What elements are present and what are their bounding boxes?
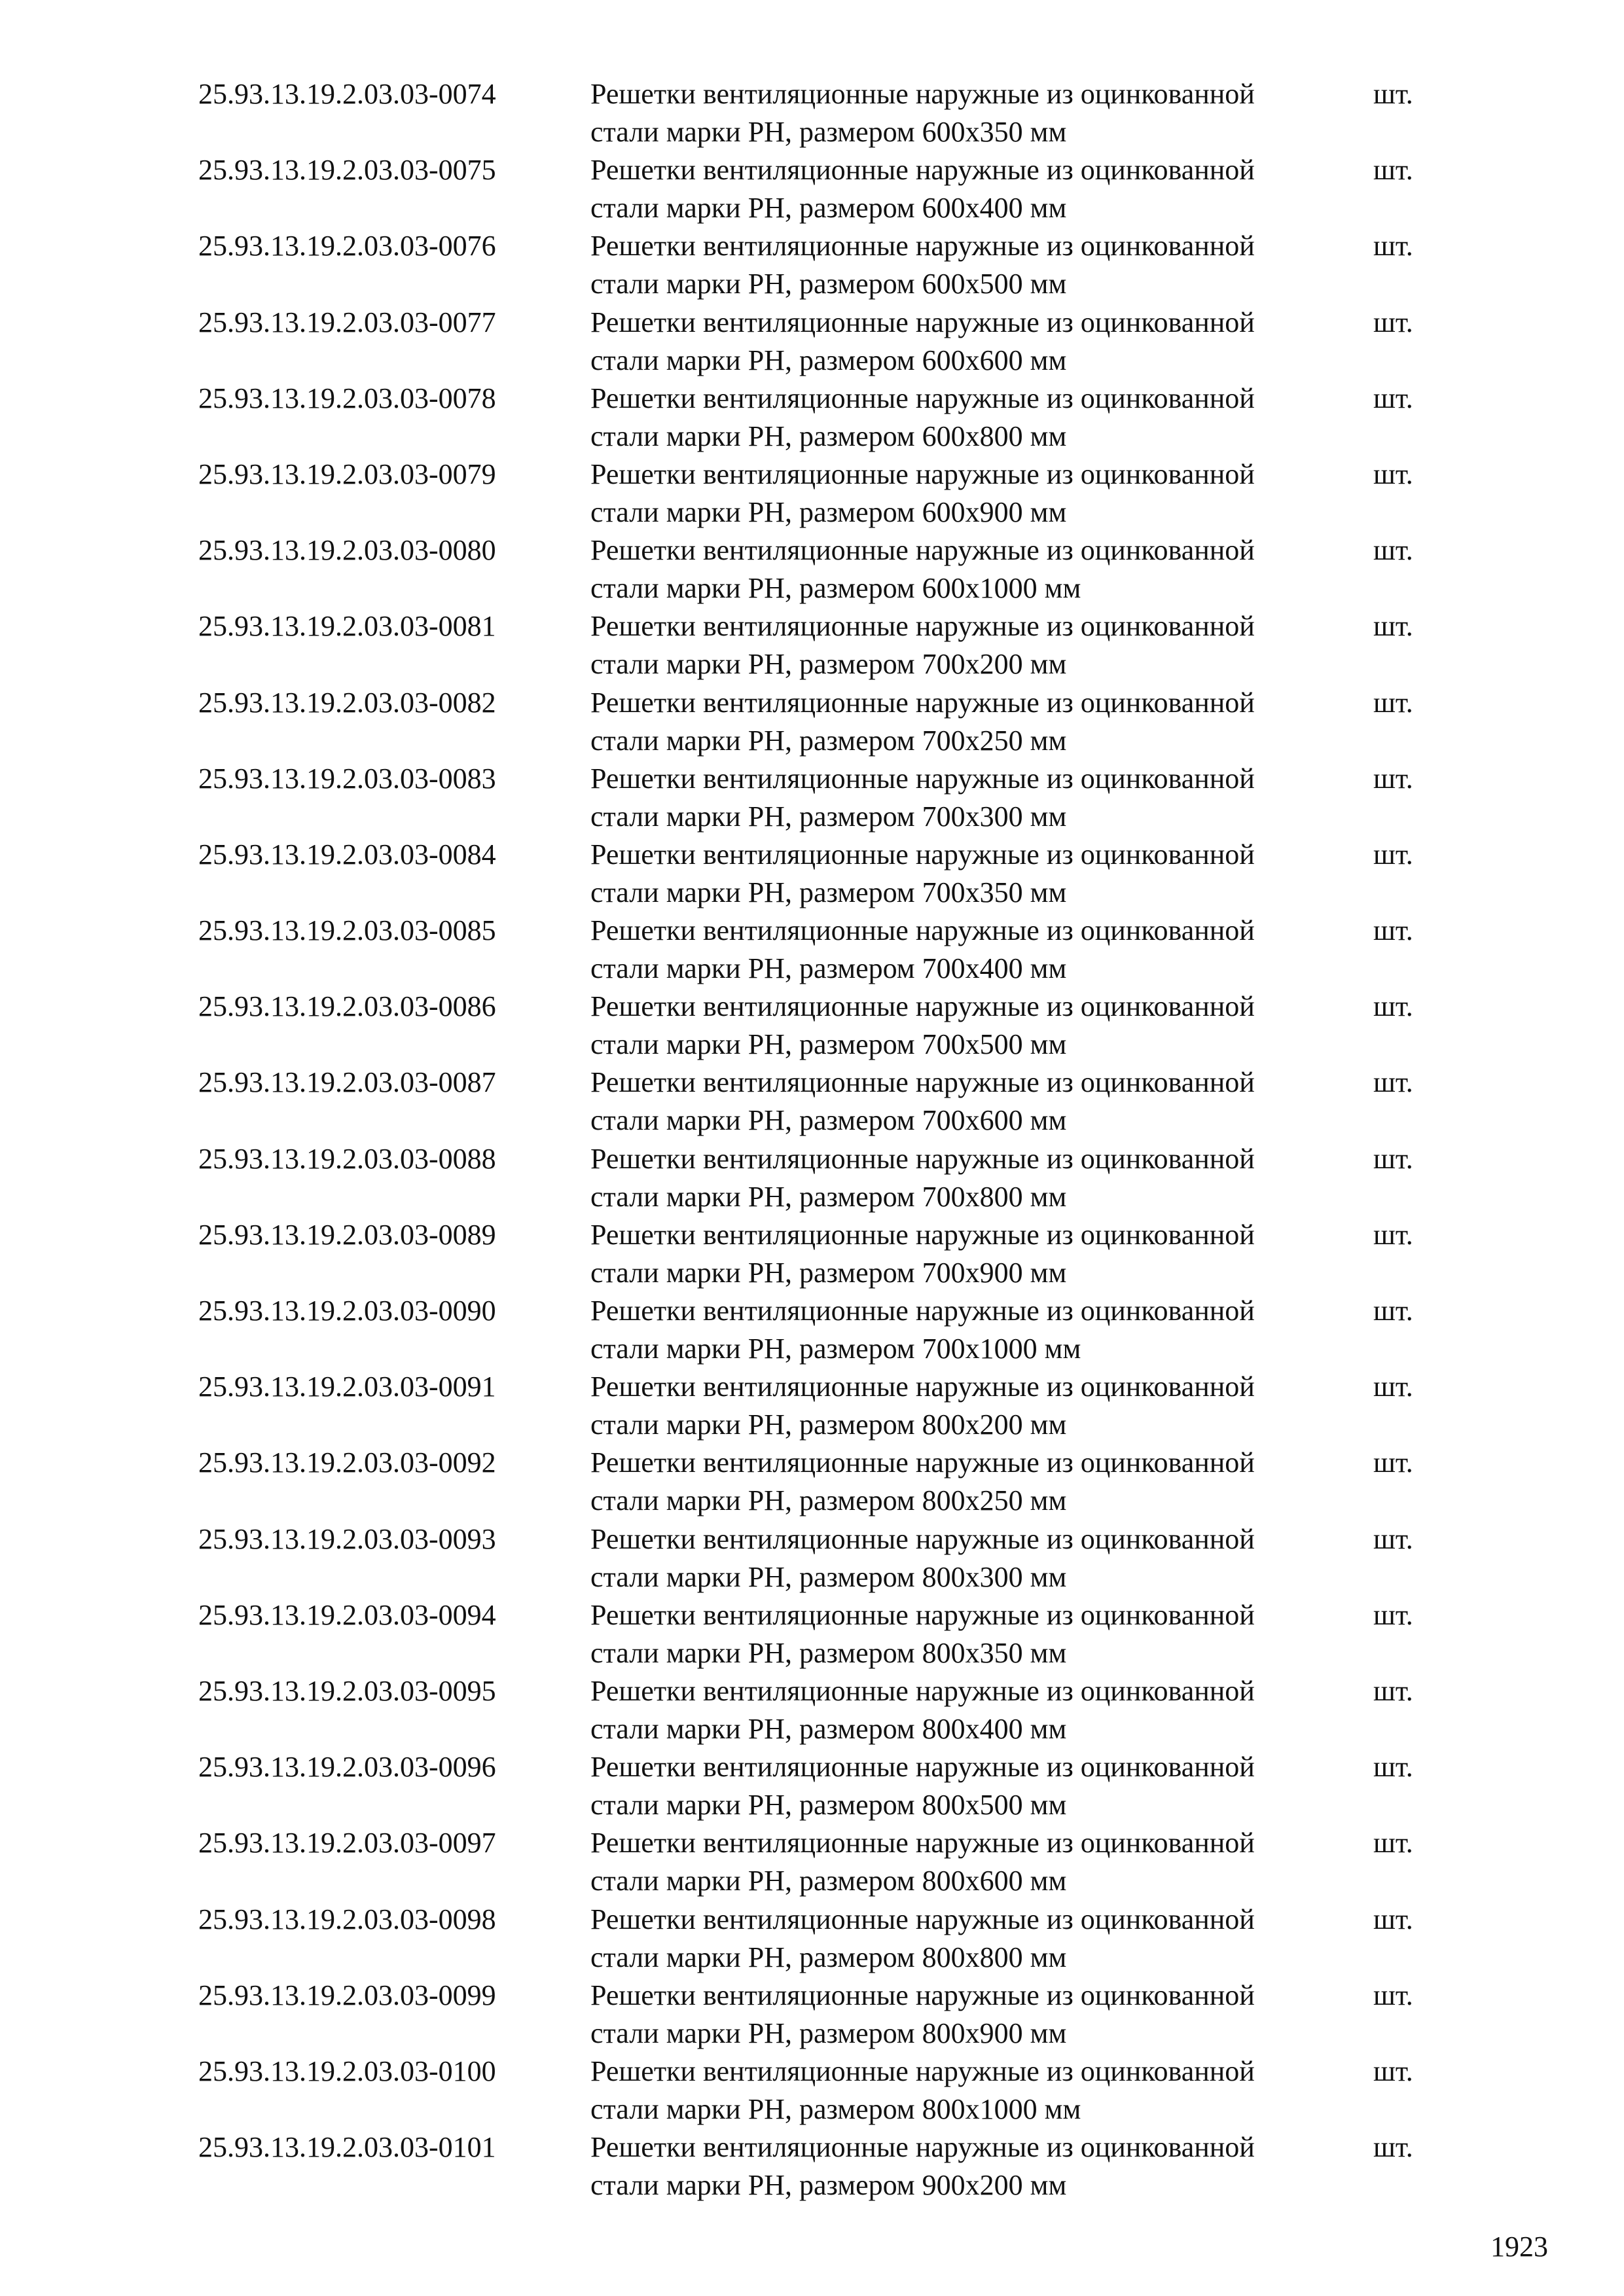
table-row [0,304,1624,380]
description-line-2: стали марки РН, размером 800х800 мм [590,1941,1067,1973]
table-row [0,1977,1624,2053]
description-line-2: стали марки РН, размером 700х500 мм [590,1028,1067,1061]
item-unit: шт. [1373,457,1413,490]
table-row [0,1901,1624,1977]
item-description [590,760,1304,836]
item-code: 25.93.13.19.2.03.03-0100 [198,2054,496,2087]
item-unit: шт. [1373,306,1413,338]
item-description [590,1064,1304,1139]
item-code: 25.93.13.19.2.03.03-0083 [198,762,496,795]
description-line-1: Решетки вентиляционные наружные из оцинкованной [590,2054,1255,2087]
item-code: 25.93.13.19.2.03.03-0087 [198,1066,496,1099]
description-line-2: стали марки РН, размером 900х200 мм [590,2169,1067,2202]
item-code: 25.93.13.19.2.03.03-0092 [198,1446,496,1479]
table-row [0,836,1624,912]
item-code: 25.93.13.19.2.03.03-0081 [198,610,496,643]
description-line-1: Решетки вентиляционные наружные из оцинкованной [590,1446,1255,1479]
item-unit: шт. [1373,2054,1413,2087]
description-line-1: Решетки вентиляционные наружные из оцинкованной [590,306,1255,338]
item-description [590,1977,1304,2053]
item-description [590,1672,1304,1748]
item-description [590,75,1304,151]
item-description [590,380,1304,456]
item-code: 25.93.13.19.2.03.03-0091 [198,1371,496,1403]
description-line-1: Решетки вентиляционные наружные из оцинкованной [590,838,1255,870]
description-line-1: Решетки вентиляционные наружные из оцинкованной [590,1903,1255,1935]
item-description [590,1520,1304,1596]
item-code: 25.93.13.19.2.03.03-0079 [198,457,496,490]
item-unit: шт. [1373,1142,1413,1175]
item-unit: шт. [1373,990,1413,1023]
item-code: 25.93.13.19.2.03.03-0085 [198,914,496,947]
description-line-1: Решетки вентиляционные наружные из оцинкованной [590,1218,1255,1251]
item-description [590,1596,1304,1672]
description-line-2: стали марки РН, размером 800х500 мм [590,1789,1067,1821]
description-line-2: стали марки РН, размером 800х1000 мм [590,2092,1081,2125]
description-line-1: Решетки вентиляционные наружные из оцинкованной [590,1827,1255,1859]
description-line-1: Решетки вентиляционные наружные из оцинкованной [590,1295,1255,1327]
table-row [0,912,1624,988]
description-line-1: Решетки вентиляционные наружные из оцинкованной [590,1674,1255,1707]
table-row [0,760,1624,836]
table-row [0,1368,1624,1444]
description-line-1: Решетки вентиляционные наружные из оцинкованной [590,78,1255,110]
table-row [0,1064,1624,1139]
table-row [0,684,1624,760]
item-unit: шт. [1373,1827,1413,1859]
description-line-2: стали марки РН, размером 700х300 мм [590,800,1067,833]
item-code: 25.93.13.19.2.03.03-0075 [198,154,496,187]
item-unit: шт. [1373,230,1413,262]
description-line-2: стали марки РН, размером 700х250 мм [590,724,1067,757]
description-line-1: Решетки вентиляционные наружные из оцинкованной [590,990,1255,1023]
item-description [590,304,1304,380]
item-code: 25.93.13.19.2.03.03-0089 [198,1218,496,1251]
item-code: 25.93.13.19.2.03.03-0088 [198,1142,496,1175]
description-line-2: стали марки РН, размером 800х900 мм [590,2017,1067,2049]
description-line-2: стали марки РН, размером 700х1000 мм [590,1333,1081,1365]
description-line-2: стали марки РН, размером 700х200 мм [590,648,1067,681]
item-description [590,912,1304,988]
table-row [0,1596,1624,1672]
table-row [0,227,1624,303]
item-code: 25.93.13.19.2.03.03-0094 [198,1598,496,1631]
table-row [0,456,1624,531]
description-line-2: стали марки РН, размером 600х800 мм [590,420,1067,452]
item-code: 25.93.13.19.2.03.03-0078 [198,382,496,414]
item-description [590,531,1304,607]
item-unit: шт. [1373,1218,1413,1251]
description-line-1: Решетки вентиляционные наружные из оцинкованной [590,1066,1255,1099]
item-unit: шт. [1373,534,1413,567]
table-row [0,1672,1624,1748]
table-row [0,1292,1624,1368]
item-description [590,1368,1304,1444]
item-code: 25.93.13.19.2.03.03-0084 [198,838,496,870]
description-line-2: стали марки РН, размером 800х400 мм [590,1712,1067,1745]
item-description [590,456,1304,531]
description-line-2: стали марки РН, размером 600х900 мм [590,495,1067,528]
item-unit: шт. [1373,1674,1413,1707]
item-description [590,836,1304,912]
description-line-1: Решетки вентиляционные наружные из оцинкованной [590,1598,1255,1631]
item-description [590,607,1304,683]
description-line-1: Решетки вентиляционные наружные из оцинкованной [590,154,1255,187]
description-line-2: стали марки РН, размером 600х1000 мм [590,572,1081,605]
item-code: 25.93.13.19.2.03.03-0097 [198,1827,496,1859]
description-line-1: Решетки вентиляционные наружные из оцинкованной [590,914,1255,947]
item-code: 25.93.13.19.2.03.03-0086 [198,990,496,1023]
table-row [0,2128,1624,2204]
item-unit: шт. [1373,154,1413,187]
description-line-1: Решетки вентиляционные наружные из оцинкованной [590,1751,1255,1784]
description-line-1: Решетки вентиляционные наружные из оцинкованной [590,1371,1255,1403]
description-line-1: Решетки вентиляционные наружные из оцинкованной [590,382,1255,414]
description-line-2: стали марки РН, размером 600х600 мм [590,344,1067,376]
description-line-2: стали марки РН, размером 800х250 мм [590,1484,1067,1517]
item-description [590,1824,1304,1900]
description-line-1: Решетки вентиляционные наружные из оцинкованной [590,686,1255,719]
item-description [590,227,1304,303]
item-description [590,151,1304,227]
description-line-1: Решетки вентиляционные наружные из оцинкованной [590,1979,1255,2011]
description-line-1: Решетки вентиляционные наружные из оцинкованной [590,762,1255,795]
item-unit: шт. [1373,1751,1413,1784]
item-code: 25.93.13.19.2.03.03-0101 [198,2131,496,2164]
description-line-2: стали марки РН, размером 700х800 мм [590,1180,1067,1213]
description-line-2: стали марки РН, размером 700х350 мм [590,876,1067,908]
table-row [0,2053,1624,2128]
table-row [0,1444,1624,1520]
description-line-2: стали марки РН, размером 700х600 мм [590,1104,1067,1137]
item-description [590,1901,1304,1977]
item-unit: шт. [1373,1295,1413,1327]
description-line-2: стали марки РН, размером 800х200 мм [590,1408,1067,1441]
item-code: 25.93.13.19.2.03.03-0096 [198,1751,496,1784]
item-unit: шт. [1373,1979,1413,2011]
item-unit: шт. [1373,686,1413,719]
table-row [0,1140,1624,1216]
item-code: 25.93.13.19.2.03.03-0099 [198,1979,496,2011]
item-description [590,2053,1304,2128]
table-row [0,607,1624,683]
description-line-2: стали марки РН, размером 700х900 мм [590,1256,1067,1289]
item-description [590,1444,1304,1520]
item-unit: шт. [1373,1446,1413,1479]
item-unit: шт. [1373,1903,1413,1935]
item-code: 25.93.13.19.2.03.03-0098 [198,1903,496,1935]
table-row [0,531,1624,607]
item-description [590,684,1304,760]
item-unit: шт. [1373,914,1413,947]
item-code: 25.93.13.19.2.03.03-0077 [198,306,496,338]
description-line-1: Решетки вентиляционные наружные из оцинкованной [590,1522,1255,1555]
table-row [0,380,1624,456]
item-code: 25.93.13.19.2.03.03-0080 [198,534,496,567]
table-row [0,988,1624,1064]
item-unit: шт. [1373,78,1413,110]
item-unit: шт. [1373,382,1413,414]
item-unit: шт. [1373,1598,1413,1631]
item-description [590,2128,1304,2204]
table-row [0,75,1624,151]
description-line-2: стали марки РН, размером 800х600 мм [590,1865,1067,1897]
description-line-1: Решетки вентиляционные наружные из оцинкованной [590,1142,1255,1175]
description-line-2: стали марки РН, размером 800х350 мм [590,1636,1067,1669]
description-line-1: Решетки вентиляционные наружные из оцинкованной [590,534,1255,567]
item-unit: шт. [1373,1522,1413,1555]
item-description [590,1748,1304,1824]
item-unit: шт. [1373,762,1413,795]
description-line-2: стали марки РН, размером 600х400 мм [590,192,1067,224]
table-row [0,1824,1624,1900]
item-code: 25.93.13.19.2.03.03-0076 [198,230,496,262]
description-line-1: Решетки вентиляционные наружные из оцинкованной [590,457,1255,490]
description-line-1: Решетки вентиляционные наружные из оцинкованной [590,230,1255,262]
description-line-2: стали марки РН, размером 800х300 мм [590,1560,1067,1593]
item-code: 25.93.13.19.2.03.03-0095 [198,1674,496,1707]
table-row [0,151,1624,227]
description-line-2: стали марки РН, размером 600х500 мм [590,268,1067,300]
table-row [0,1520,1624,1596]
table-row [0,1748,1624,1824]
item-unit: шт. [1373,2131,1413,2164]
item-unit: шт. [1373,1371,1413,1403]
item-description [590,1292,1304,1368]
item-code: 25.93.13.19.2.03.03-0090 [198,1295,496,1327]
item-unit: шт. [1373,1066,1413,1099]
item-description [590,1140,1304,1216]
item-unit: шт. [1373,838,1413,870]
item-code: 25.93.13.19.2.03.03-0093 [198,1522,496,1555]
description-line-2: стали марки РН, размером 700х400 мм [590,952,1067,985]
description-line-1: Решетки вентиляционные наружные из оцинкованной [590,2131,1255,2164]
description-line-1: Решетки вентиляционные наружные из оцинкованной [590,610,1255,643]
price-list-table [0,75,1624,2204]
item-code: 25.93.13.19.2.03.03-0082 [198,686,496,719]
item-description [590,1216,1304,1292]
table-row [0,1216,1624,1292]
item-code: 25.93.13.19.2.03.03-0074 [198,78,496,110]
description-line-2: стали марки РН, размером 600х350 мм [590,116,1067,148]
page-number: 1923 [1490,2231,1548,2263]
item-unit: шт. [1373,610,1413,643]
item-description [590,988,1304,1064]
